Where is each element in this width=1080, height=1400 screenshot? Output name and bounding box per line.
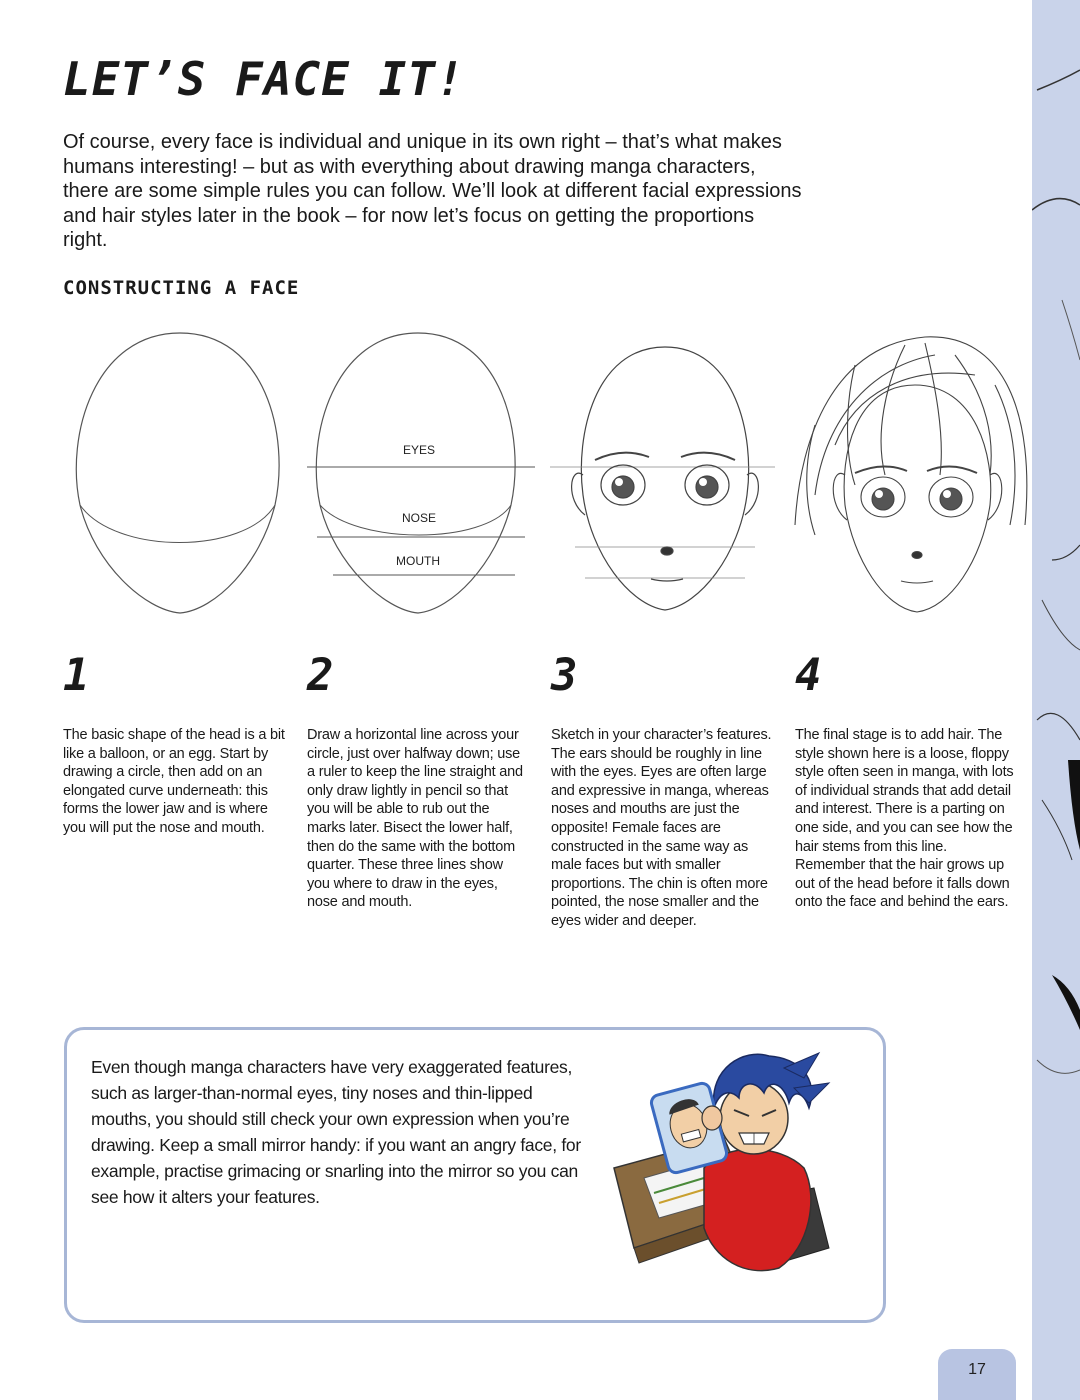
face-step-1-drawing — [76, 333, 279, 613]
step-4-description: The final stage is to add hair. The style shown here is a loose, floppy style often seen in manga, with lots of individual strands that add detail and interest. There is a parting on one side, and you can see how the hair stems from this line. Remember that the hair grows up out of the head before it falls down onto the face and behind the ears. — [795, 727, 1014, 911]
page-title: LET’S FACE IT! — [63, 52, 465, 106]
step-2-description: Draw a horizontal line across your circle, just over halfway down; use a ruler to keep the line straight and only draw lightly in pencil so that you will be able to rub out the marks later. Bisect the lower half, then do the same with the bottom quarter. These three lines show you where to draw in the eyes, nose and mouth. — [307, 727, 523, 911]
mouth-guide-label: MOUTH — [396, 554, 440, 568]
step-1-number: 1 — [63, 650, 90, 701]
intro-paragraph: Of course, every face is individual and unique in its own right – that’s what makes humans interesting! – but as with everything about drawing manga characters, there are some simple rules you can follow. We’ll look at different facial expressions and hair styles later in the book – for now let’s focus on getting the proportions right. — [63, 131, 802, 251]
face-step-4-drawing — [795, 337, 1027, 612]
face-construction-diagram — [55, 325, 1030, 625]
step-3-description: Sketch in your character’s features. The ears should be roughly in line with the eyes. Eyes are often large and expressive in manga, whereas noses and mouths are just the opposite! Female faces are constructed in the same way as male faces but with smaller proportions. The chin is often more pointed, the nose smaller and the eyes wider and deeper. — [551, 727, 772, 929]
step-2-number: 2 — [307, 650, 334, 701]
side-decorative-strip — [1032, 0, 1080, 1400]
tip-box — [64, 1027, 886, 1323]
page-number: 17 — [968, 1361, 986, 1378]
mirror-character-illustration — [604, 1048, 844, 1308]
step-3-number: 3 — [551, 650, 578, 701]
step-1-description: The basic shape of the head is a bit like a balloon, or an egg. Start by drawing a circle, then add on an elongated curve underneath: this forms the lower jaw and is where you will put the nose and mouth. — [63, 727, 285, 836]
tip-text: Even though manga characters have very exaggerated features, such as larger-than-normal eyes, tiny noses and thin-lipped mouths, you should still check your own expression when you’re drawing. Keep a small mirror handy: if you want an angry face, for example, practise grimacing or snarling into the mirror so you can see how it alters your features. — [91, 1057, 581, 1207]
manga-sketch-decoration — [1032, 0, 1080, 1400]
step-4-number: 4 — [795, 650, 822, 701]
eyes-guide-label: EYES — [403, 443, 436, 457]
face-step-3-drawing — [550, 347, 775, 610]
page-number-tab — [938, 1349, 1016, 1400]
section-heading: CONSTRUCTING A FACE — [63, 277, 300, 299]
face-step-2-drawing — [307, 333, 535, 613]
nose-guide-label: NOSE — [402, 511, 437, 525]
